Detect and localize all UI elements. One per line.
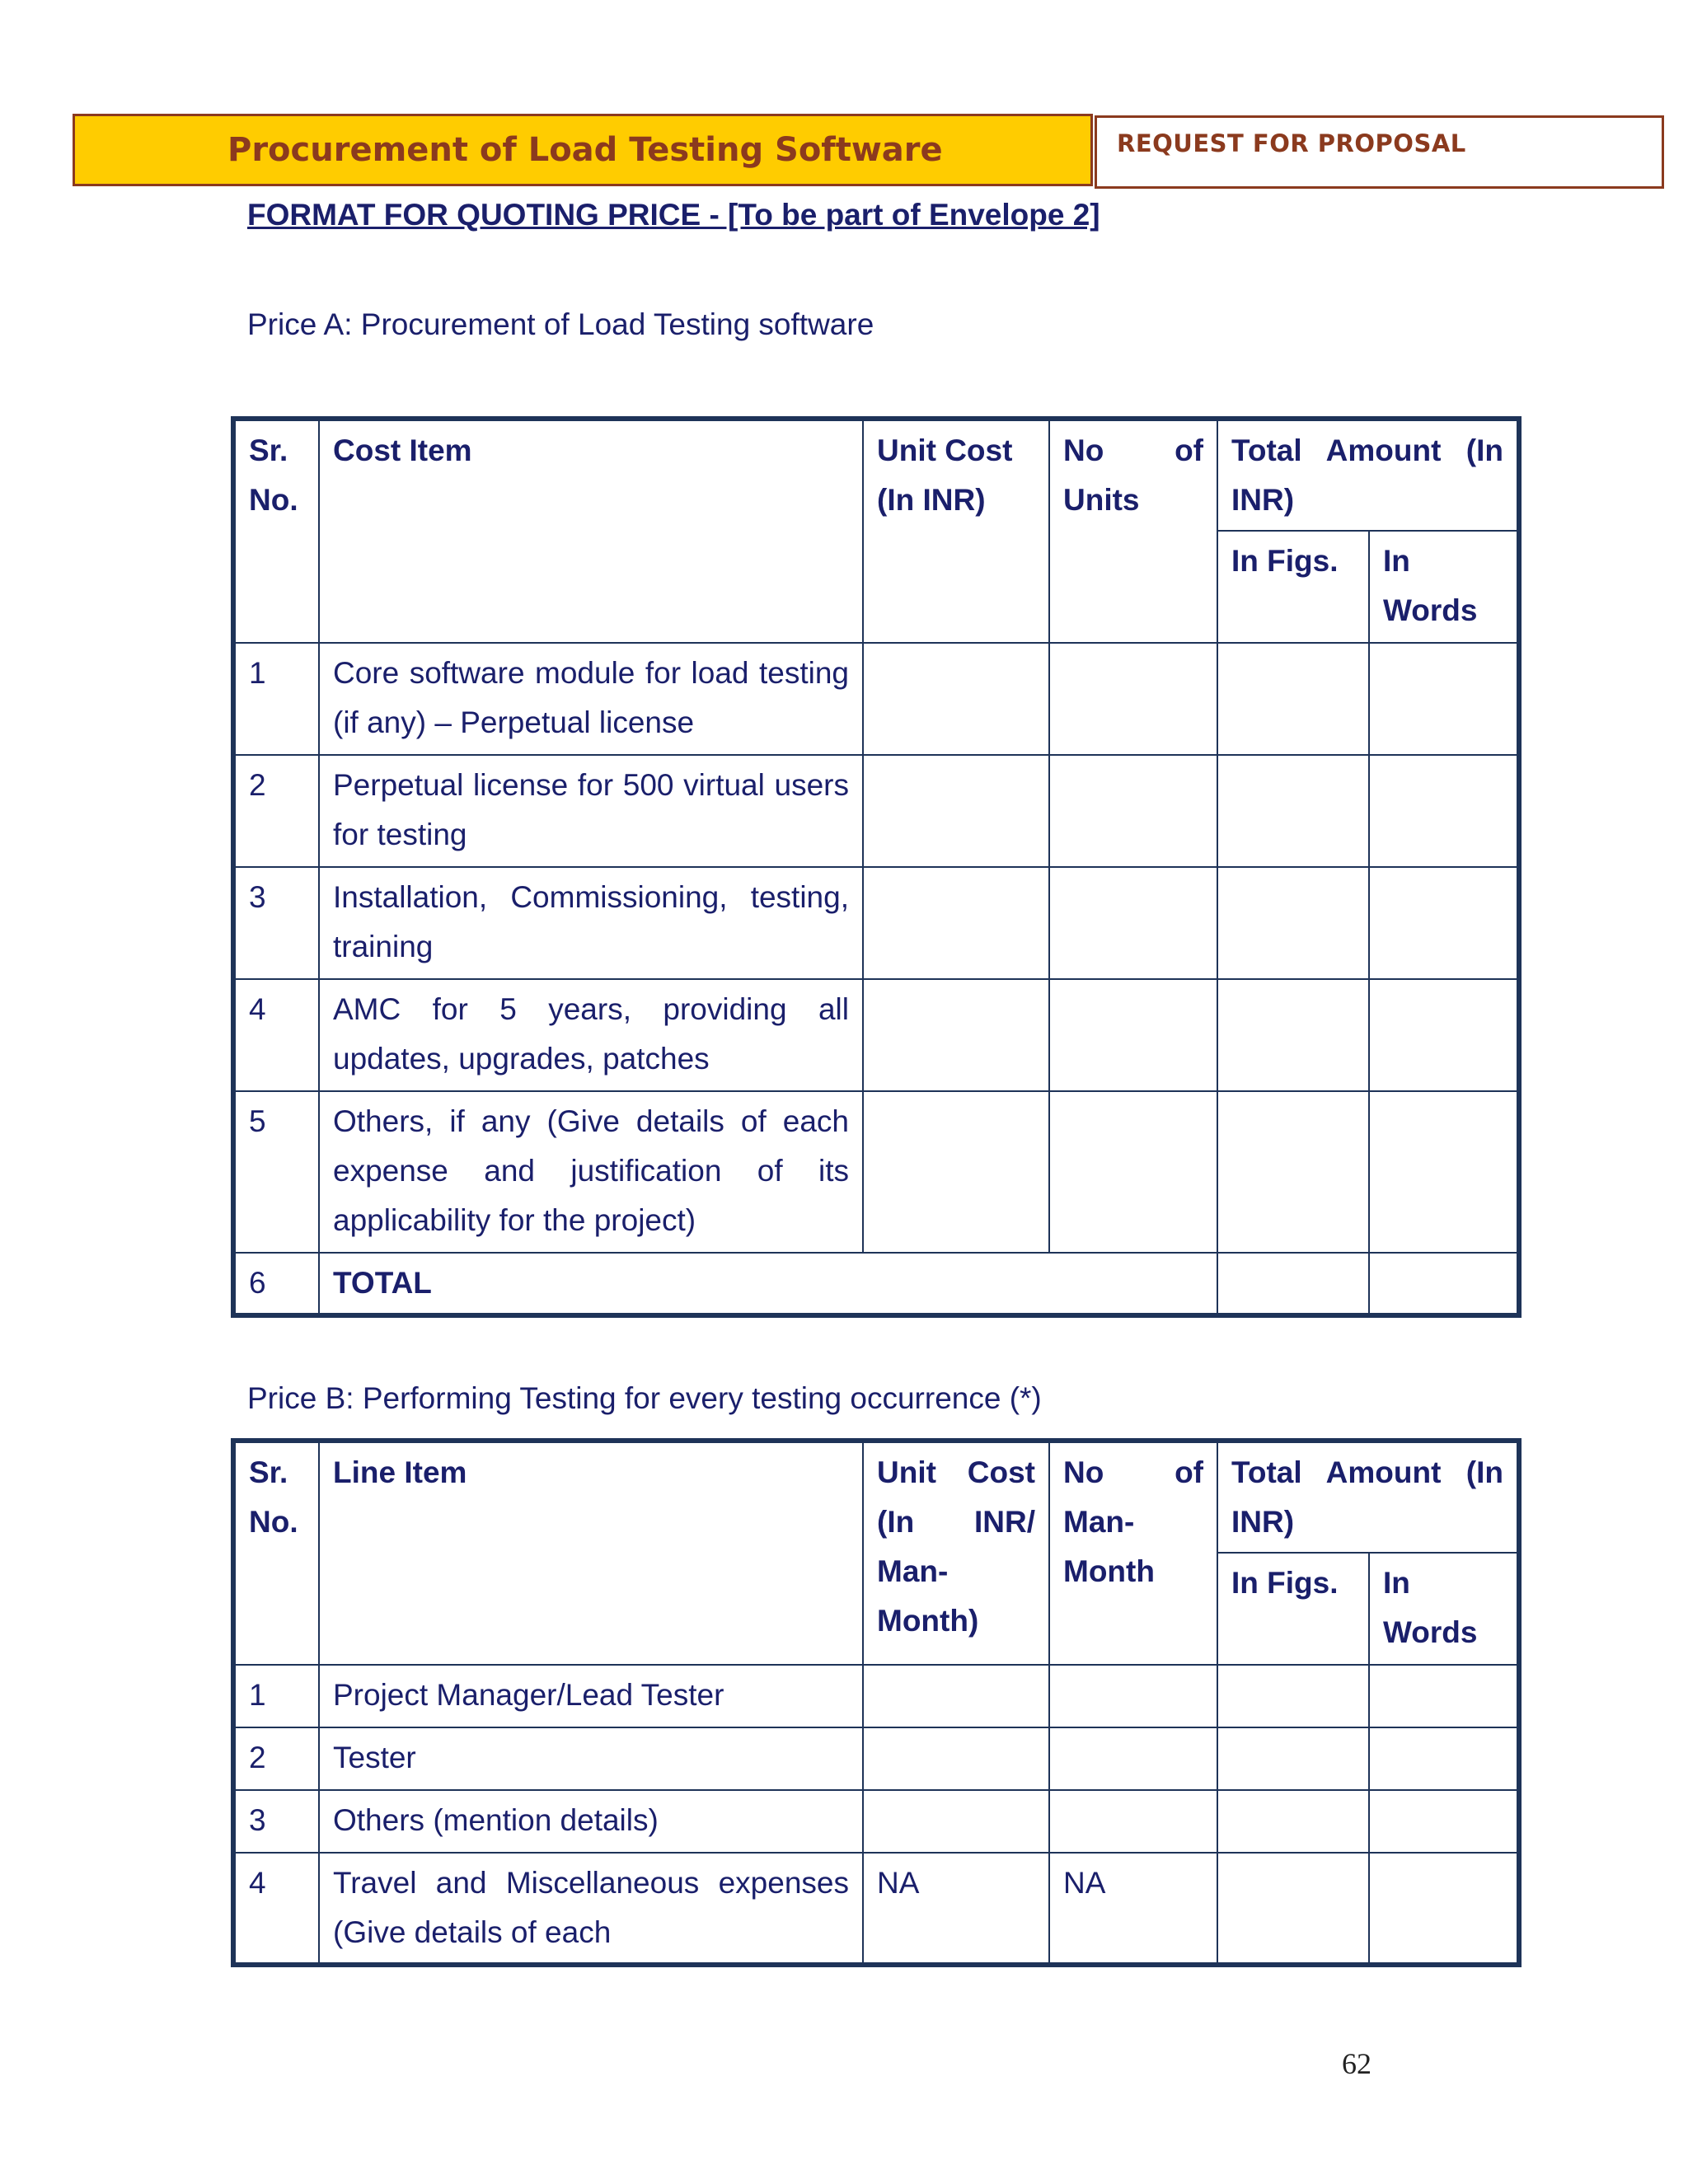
row-sr: 3 [233,1790,319,1853]
cell-unit-cost [863,643,1049,755]
cell-unit-cost [863,1091,1049,1253]
table-row [233,755,1519,867]
row-sr: 2 [233,755,319,867]
cell-figs [1217,1727,1369,1790]
cell-words [1369,979,1519,1091]
cell-words [1369,1727,1519,1790]
format-title: FORMAT FOR QUOTING PRICE - [To be part of Envelope 2] [247,198,1100,232]
cell-units [1049,643,1217,755]
row-item: Core software module for load testing (if any) – Perpetual license [319,643,863,755]
cell-units [1049,755,1217,867]
cell-words [1369,1253,1519,1315]
table-row [233,643,1519,755]
table-row [233,1790,1519,1853]
table-row [233,867,1519,979]
cell-unit-cost [863,979,1049,1091]
cell-unit-cost [863,1727,1049,1790]
cell-figs [1217,1853,1369,1965]
cell-figs [1217,643,1369,755]
cell-figs [1217,867,1369,979]
cell-unit-cost [863,1790,1049,1853]
document-title: Procurement of Load Testing Software [227,131,943,169]
cell-units [1049,979,1217,1091]
cell-units [1049,867,1217,979]
price-a-title: Price A: Procurement of Load Testing software [247,307,874,341]
cell-units [1049,1727,1217,1790]
header-units: No of Man-Month [1049,1441,1217,1665]
cell-units: NA [1049,1853,1217,1965]
document-tag-box [1095,115,1664,189]
cell-figs [1217,1253,1369,1315]
row-sr: 4 [233,979,319,1091]
row-sr: 6 [233,1253,319,1315]
cell-words [1369,1091,1519,1253]
header-figs: In Figs. [1217,1553,1369,1665]
row-item: Project Manager/Lead Tester [319,1665,863,1727]
cell-figs [1217,755,1369,867]
price-b-title: Price B: Performing Testing for every testing occurrence (*) [247,1381,1042,1415]
header-unit-cost: Unit Cost (In INR) [863,419,1049,643]
cell-words [1369,1853,1519,1965]
header-figs: In Figs. [1217,531,1369,643]
table-row [233,1727,1519,1790]
cell-units [1049,1790,1217,1853]
cell-figs [1217,1665,1369,1727]
table-total-row [233,1253,1519,1315]
row-sr: 5 [233,1091,319,1253]
cell-unit-cost [863,755,1049,867]
header-total: Total Amount (In INR) [1217,1441,1519,1553]
total-label: TOTAL [319,1253,1217,1315]
cell-words [1369,867,1519,979]
page-number: 62 [1342,2047,1372,2080]
header-sr: Sr. No. [233,1441,319,1665]
document-tag: REQUEST FOR PROPOSAL [1117,129,1466,157]
header-total: Total Amount (In INR) [1217,419,1519,531]
cell-words [1369,1790,1519,1853]
header-unit-cost: Unit Cost (In INR/ Man-Month) [863,1441,1049,1665]
price-a-table [231,416,1522,1318]
row-item: Others (mention details) [319,1790,863,1853]
header-sr: Sr. No. [233,419,319,643]
table-header-row [233,1441,1519,1553]
row-sr: 1 [233,643,319,755]
table-row [233,1091,1519,1253]
cell-words [1369,755,1519,867]
cell-figs [1217,979,1369,1091]
header-words: In Words [1369,531,1519,643]
cell-figs [1217,1790,1369,1853]
row-item: AMC for 5 years, providing all updates, upgrades, patches [319,979,863,1091]
row-item: Travel and Miscellaneous expenses (Give details of each [319,1853,863,1965]
cell-words [1369,1665,1519,1727]
cell-unit-cost: NA [863,1853,1049,1965]
header-item: Line Item [319,1441,863,1665]
row-sr: 2 [233,1727,319,1790]
table-row [233,1853,1519,1965]
row-item: Others, if any (Give details of each expense and justification of its applicability for the project) [319,1091,863,1253]
cell-units [1049,1665,1217,1727]
row-item: Perpetual license for 500 virtual users for testing [319,755,863,867]
table-row [233,979,1519,1091]
table-header-row [233,419,1519,531]
price-b-table [231,1438,1522,1967]
header-words: In Words [1369,1553,1519,1665]
cell-unit-cost [863,867,1049,979]
row-sr: 4 [233,1853,319,1965]
row-item: Tester [319,1727,863,1790]
cell-figs [1217,1091,1369,1253]
header-units: No of Units [1049,419,1217,643]
row-sr: 3 [233,867,319,979]
row-item: Installation, Commissioning, testing, training [319,867,863,979]
row-sr: 1 [233,1665,319,1727]
table-row [233,1665,1519,1727]
cell-units [1049,1091,1217,1253]
header-item: Cost Item [319,419,863,643]
document-title-banner [73,114,1093,186]
cell-words [1369,643,1519,755]
cell-unit-cost [863,1665,1049,1727]
